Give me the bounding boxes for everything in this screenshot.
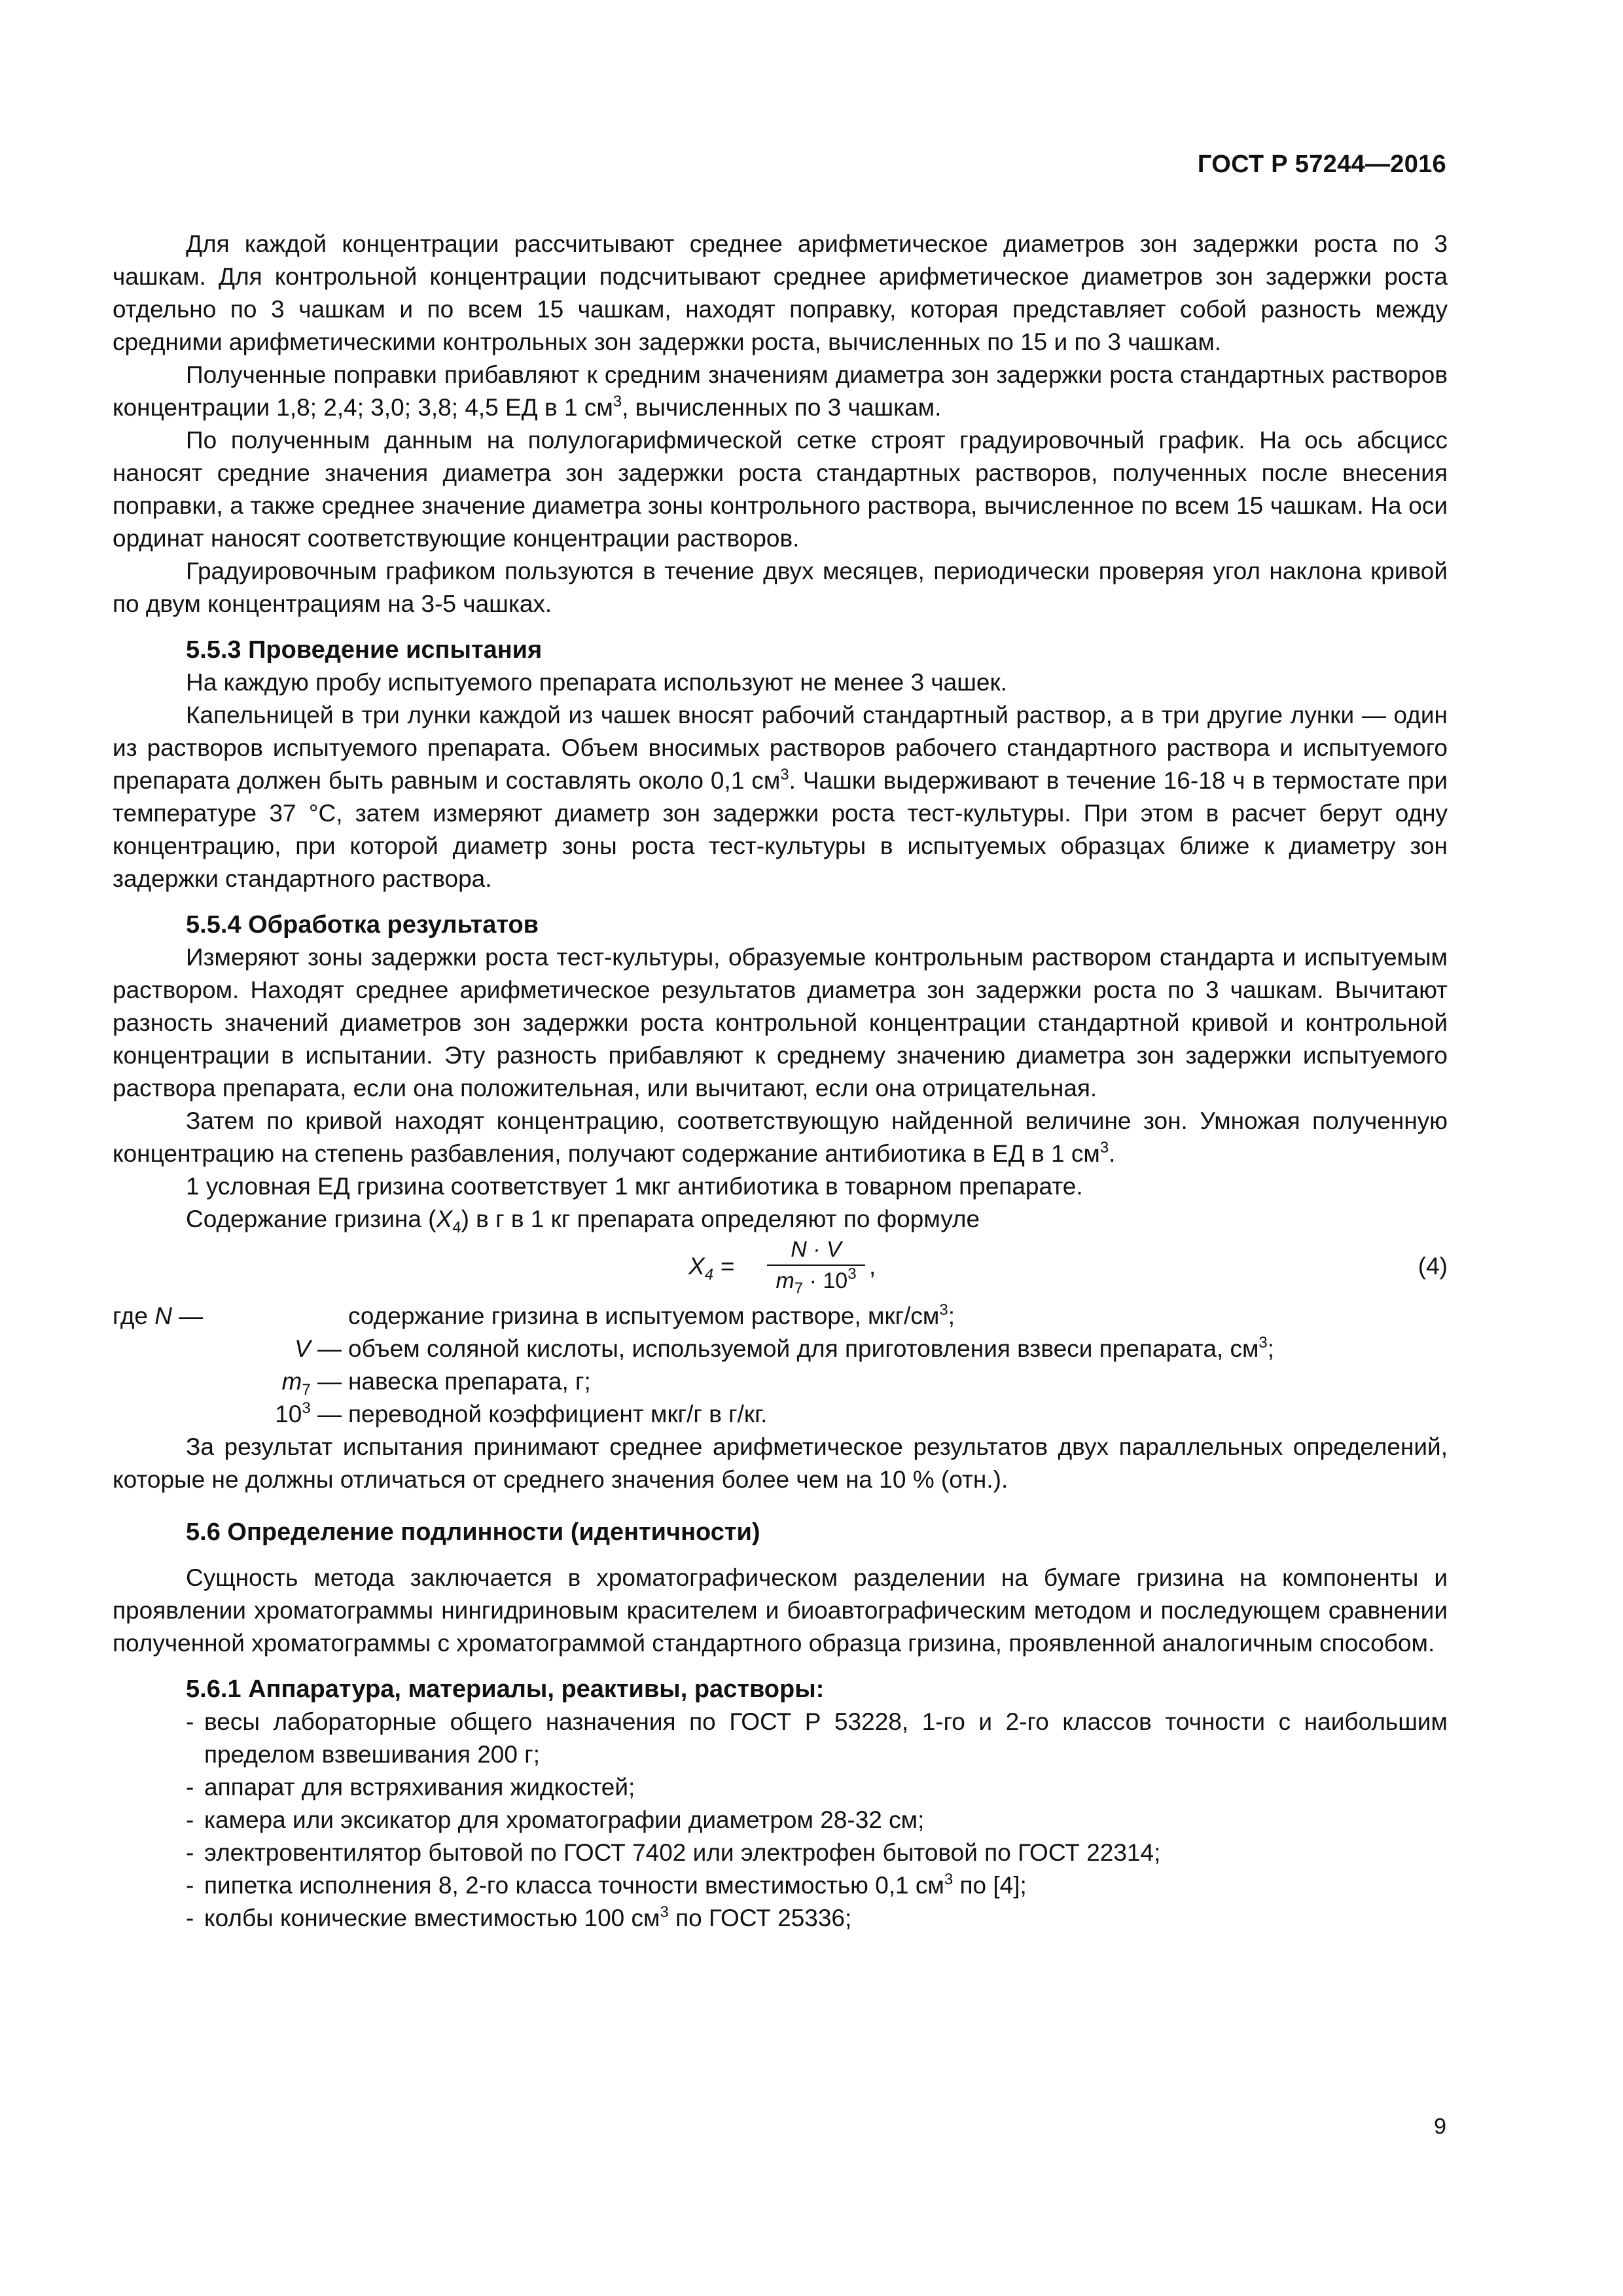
section-heading-5-5-4: 5.5.4 Обработка результатов — [186, 911, 539, 939]
where-description: переводной коэффициент мкг/г в г/кг. — [348, 1401, 768, 1427]
text: ; — [1267, 1335, 1275, 1362]
text: колбы конические вместимостью 100 см — [204, 1905, 660, 1931]
text: по [4]; — [953, 1872, 1027, 1899]
page-number: 9 — [1434, 2114, 1446, 2139]
paragraph: Градуировочным графиком пользуются в течение двух месяцев, периодически проверяя угол наклона кривой по двум концентрациям на 3-5 чашках. — [113, 558, 1448, 617]
paragraph: 1 условная ЕД гризина соответствует 1 мкг антибиотика в товарном препарате. — [186, 1173, 1083, 1200]
paragraph — [113, 699, 1448, 895]
variable: V — [294, 1335, 311, 1362]
text: аппарат для встряхивания жидкостей; — [204, 1774, 635, 1801]
list-item-text — [186, 1869, 1448, 1902]
text: . Чашки выдерживают в течение 16-18 ч в термостате при температуре 37 °С, затем измеряют диаметр зон задержки роста тест-культуры. При этом в расчет берут одну концентрацию, при которой диаметр зоны роста тест-культуры в испытуемых образцах ближе к диаметру зон задержки стандартного раствора. — [113, 767, 1448, 892]
text: электровентилятор бытовой по ГОСТ 7402 или электрофен бытовой по ГОСТ 22314; — [204, 1839, 1161, 1866]
list-bullet: - — [186, 1708, 194, 1735]
variable: N — [154, 1302, 173, 1329]
text: , вычисленных по 3 чашкам. — [622, 394, 942, 421]
superscript: 3 — [847, 1265, 857, 1283]
superscript: 3 — [939, 1301, 948, 1319]
subscript: 7 — [302, 1381, 311, 1399]
where-item — [113, 1333, 1448, 1365]
text: камера или эксикатор для хроматографии диаметром 28-32 см; — [204, 1806, 925, 1833]
where-symbol — [275, 1398, 342, 1431]
superscript: 3 — [1099, 1139, 1109, 1157]
paragraph: За результат испытания принимают среднее арифметическое результатов двух параллельных определений, которые не должны отличаться от среднего значения более чем на 10 % (отн.). — [113, 1433, 1448, 1493]
text: ) в г в 1 кг препарата определяют по формуле — [461, 1206, 980, 1232]
list-item — [113, 1804, 1448, 1837]
dash: — — [310, 1335, 342, 1362]
list-bullet: - — [186, 1774, 194, 1801]
denominator — [767, 1266, 865, 1295]
superscript: 3 — [613, 393, 622, 410]
subscript: 4 — [452, 1219, 461, 1236]
where-item — [113, 1398, 1448, 1431]
page-content — [113, 228, 1448, 1935]
variable: X — [688, 1253, 705, 1280]
paragraph: Для каждой концентрации рассчитывают среднее арифметическое диаметров зон задержки роста по 3 чашкам. Для контрольной концентрации подсчитывают среднее арифметическое диаметров зон задержки роста отдельно по 3 чашкам и по всем 15 чашкам, находят поправку, которая представляет собой разность между средними арифметическими контрольных зон задержки роста, вычисленных по 15 и по 3 чашкам. — [113, 230, 1448, 355]
superscript: 3 — [302, 1399, 311, 1417]
where-symbol — [282, 1365, 342, 1398]
formula-4 — [113, 1236, 1448, 1300]
paragraph — [113, 1203, 1448, 1236]
list-bullet: - — [186, 1905, 194, 1931]
text: ; — [948, 1302, 955, 1329]
paragraph: Сущность метода заключается в хроматографическом разделении на бумаге гризина на компоненты и проявлении хроматограммы нингидриновым красителем и биоавтографическим методом и последующем сравнении полученной хроматограммы с хроматограммой стандартного образца гризина, проявленной аналогичным способом. — [113, 1564, 1448, 1657]
variable: m — [776, 1268, 794, 1293]
where-description: навеска препарата, г; — [348, 1368, 591, 1395]
formula-number: (4) — [1418, 1253, 1448, 1280]
list-item-text — [186, 1902, 1448, 1935]
section-heading-5-6: 5.6 Определение подлинности (идентичности) — [186, 1518, 760, 1546]
paragraph: Измеряют зоны задержки роста тест-культуры, образуемые контрольным раствором стандарта и испытуемым раствором. Находят среднее арифметическое результатов диаметра зон задержки роста по 3 чашкам. Вычитают разность значений диаметров зон задержки роста контрольной концентрации стандартной кривой и контрольной концентрации в испытании. Эту разность прибавляют к среднему значению диаметра зон задержки испытуемого раствора препарата, если она положительная, или вычитают, если она отрицательная. — [113, 944, 1448, 1102]
text: где — [113, 1302, 155, 1329]
text: Затем по кривой находят концентрацию, соответствующую найденной величине зон. Умножая полученную концентрацию на степень разбавления, получают содержание антибиотика в ЕД в 1 см — [113, 1107, 1448, 1167]
where-symbol — [113, 1300, 203, 1333]
list-bullet: - — [186, 1806, 194, 1833]
comma: , — [869, 1253, 876, 1280]
list-bullet: - — [186, 1872, 194, 1899]
numerator: N · V — [767, 1236, 865, 1266]
list-item — [113, 1837, 1448, 1869]
text: 10 — [275, 1401, 302, 1427]
list-item — [113, 1869, 1448, 1902]
subscript: 7 — [794, 1280, 804, 1297]
paragraph: По полученным данным на полулогарифмической сетке строят градуировочный график. На ось абсцисс наносят средние значения диаметра зон задержки роста стандартных растворов, полученных после внесения поправки, а также среднее значение диаметра зоны контрольного раствора, вычисленное по всем 15 чашкам. На оси ординат наносят соответствующие концентрации растворов. — [113, 427, 1448, 552]
text: пипетка исполнения 8, 2-го класса точности вместимостью 0,1 см — [204, 1872, 944, 1899]
text: Полученные поправки прибавляют к средним значениям диаметра зон задержки роста стандартных растворов концентрации 1,8; 2,4; 3,0; 3,8; 4,5 ЕД в 1 см — [113, 361, 1448, 421]
text: содержание гризина в испытуемом растворе, мкг/см — [348, 1302, 940, 1329]
formula-lhs — [688, 1250, 734, 1283]
where-symbol — [294, 1333, 342, 1365]
paragraph — [113, 1105, 1448, 1170]
where-item — [113, 1365, 1448, 1398]
fraction — [767, 1236, 865, 1295]
dash: — — [172, 1302, 204, 1329]
superscript: 3 — [780, 766, 789, 783]
section-heading-5-6-1: 5.6.1 Аппаратура, материалы, реактивы, растворы: — [186, 1676, 825, 1703]
text: Капельницей в три лунки каждой из чашек вносят рабочий стандартный раствор, а в три другие лунки — один из растворов испытуемого препарата. Объем вносимых растворов рабочего стандартного раствора и испытуемого препарата должен быть равным и составлять около 0,1 см — [113, 702, 1448, 794]
paragraph — [113, 359, 1448, 424]
dash: — — [310, 1401, 342, 1427]
text: весы лабораторные общего назначения по ГОСТ Р 53228, 1-го и 2-го классов точности с наибольшим пределом взвешивания 200 г; — [204, 1708, 1448, 1768]
list-item — [113, 1771, 1448, 1804]
text: Содержание гризина ( — [186, 1206, 437, 1232]
document-header: ГОСТ Р 57244—2016 — [1197, 151, 1446, 178]
where-description — [348, 1333, 1274, 1365]
list-item — [113, 1902, 1448, 1935]
dash: — — [310, 1368, 342, 1395]
equals-sign: = — [713, 1253, 734, 1280]
variable: m — [281, 1368, 302, 1395]
where-item — [113, 1300, 1448, 1333]
text: · 10 — [803, 1268, 848, 1293]
list-item — [113, 1706, 1448, 1771]
variable: X — [436, 1206, 453, 1232]
superscript: 3 — [660, 1903, 669, 1921]
list-item-text — [186, 1804, 1448, 1837]
section-heading-5-5-3: 5.5.3 Проведение испытания — [186, 636, 543, 664]
text: по ГОСТ 25336; — [668, 1905, 852, 1931]
list-item-text — [186, 1706, 1448, 1771]
where-description — [348, 1300, 955, 1333]
list-item-text — [186, 1837, 1448, 1869]
text: объем соляной кислоты, используемой для приготовления взвеси препарата, см — [348, 1335, 1259, 1362]
paragraph: На каждую пробу испытуемого препарата используют не менее 3 чашек. — [186, 669, 1007, 696]
list-item-text — [186, 1771, 1448, 1804]
list-bullet: - — [186, 1839, 194, 1866]
superscript: 3 — [944, 1871, 954, 1888]
superscript: 3 — [1258, 1334, 1268, 1352]
subscript: 4 — [704, 1266, 714, 1283]
equipment-list — [113, 1706, 1448, 1935]
text: . — [1109, 1140, 1116, 1167]
